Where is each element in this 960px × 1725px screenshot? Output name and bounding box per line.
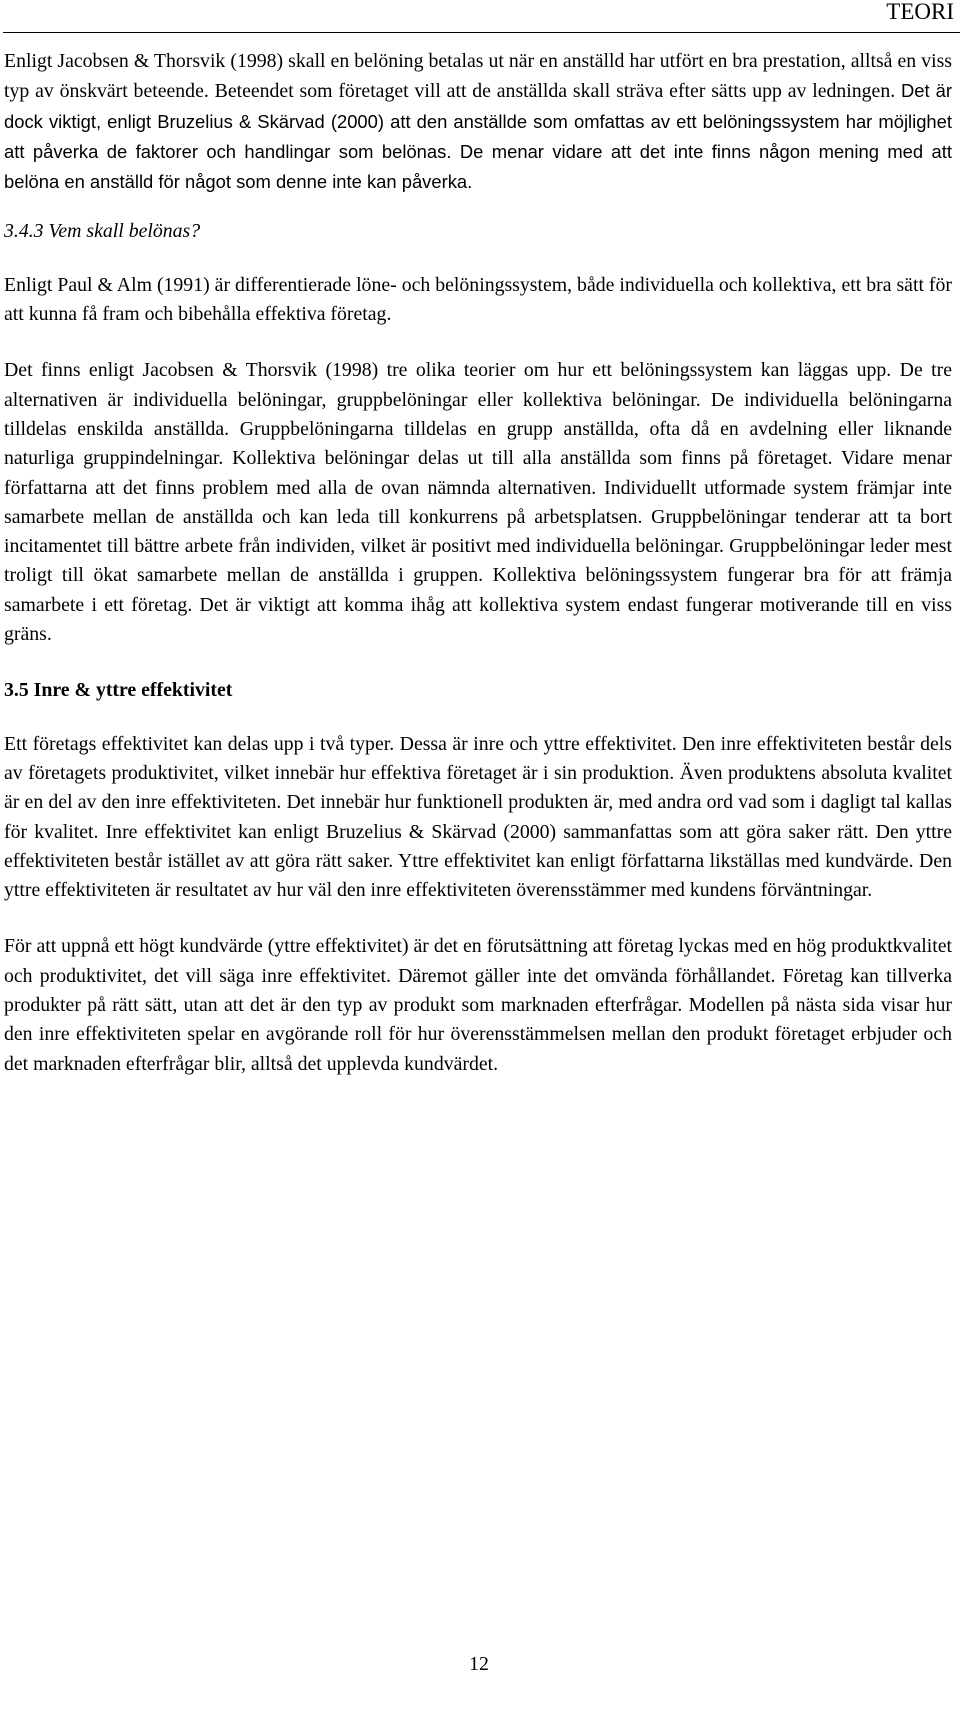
- page-number: [0, 1652, 960, 1676]
- section-heading-35: 3.5 Inre & yttre effektivitet: [4, 679, 233, 702]
- paragraph-tre-teorier: Det finns enligt Jacobsen & Thorsvik (1998) tre olika teorier om hur ett belöningssystem kan läggas upp. De tre alternativen är individuella belöningar, gruppbelöningar eller kollektiva belöningar. De individuella belöningarna tilldelas enskilda anställda. Gruppbelöningarna tilldelas en grupp anställda, ofta då en avdelning eller liknande naturliga gruppindelningar. Kollektiva belöningar delas ut till alla anställda som finns på företaget. Vidare menar författarna att det finns problem med alla de ovan nämnda alternativen. Individuellt utformade system främjar inte samarbete mellan de anställda och kan leda till konkurrens på arbetsplatsen. Gruppbelöningar tenderar att ta bort incitamentet till bättre arbete från individen, vilket är positivt med individuella belöningar. Gruppbelöningar leder mest troligt till ökat samarbete mellan de anställda i gruppen. Kollektiva belöningssystem fungerar bra för att främja samarbete i ett företag. Det är viktigt att komma ihåg att kollektiva system endast fungerar motiverande till en viss gräns.: [4, 359, 952, 646]
- running-header: [3, 0, 960, 33]
- paragraph-text-sans: Det är dock viktigt, enligt Bruzelius & Skärvad (2000) att den anställde som omfattas av ett belöningssystem har möjlighet att påverka de faktorer och handlingar som belönas. De menar vidare att det inte finns någon mening med att belöna en anställd för något som denne inte kan påverka.: [4, 80, 952, 193]
- paragraph-kundvarde: För att uppnå ett högt kundvärde (yttre effektivitet) är det en förutsättning att företag lyckas med en hög produktkvalitet och produktivitet, det vill säga inre effektivitet. Däremot gäller inte det omvända förhållandet. Företag kan tillverka produkter på rätt sätt, utan att det är den typ av produkt som marknaden efterfrågar. Modellen på nästa sida visar hur den inre effektiviteten spelar en avgörande roll för hur överensstämmelsen mellan den produkt företaget erbjuder och det marknaden efterfrågar blir, alltså det upplevda kundvärdet.: [4, 935, 952, 1075]
- section-heading-343: 3.4.3 Vem skall belönas?: [4, 220, 201, 243]
- paragraph-text-serif: Enligt Jacobsen & Thorsvik (1998) skall en belöning betalas ut när en anställd har utfört en bra prestation, alltså en viss typ av önskvärt beteende. Beteendet som företaget vill att de anställda skall sträva efter sätts upp av ledningen.: [4, 50, 952, 103]
- page-number-text: 12: [469, 1653, 489, 1675]
- paragraph-paul-alm: Enligt Paul & Alm (1991) är differentierade löne- och belöningssystem, både individuella och kollektiva, ett bra sätt för att kunna få fram och bibehålla effektiva företag.: [4, 273, 952, 326]
- paragraph-jacobsen-belöning: [4, 47, 952, 197]
- running-header-title: TEORI: [886, 0, 954, 24]
- paragraph-inre-yttre: Ett företags effektivitet kan delas upp i två typer. Dessa är inre och yttre effektivitet. Den inre effektiviteten består dels av företagets produktivitet, vilket innebär hur effektiva företaget är i sin produktion. Även produktens absoluta kvalitet är en del av den inre effektiviteten. Det innebär hur funktionell produkten är, med andra ord vad som i dagligt tal kallas för kvalitet. Inre effektivitet kan enligt Bruzelius & Skärvad (2000) sammanfattas som att göra saker rätt. Den yttre effektiviteten består istället av att göra rätt saker. Yttre effektivitet kan enligt författarna likställas med kundvärde. Den yttre effektiviteten är resultatet av hur väl den inre effektiviteten överensstämmer med kundens förväntningar.: [4, 732, 952, 902]
- page-body: [4, 47, 952, 1079]
